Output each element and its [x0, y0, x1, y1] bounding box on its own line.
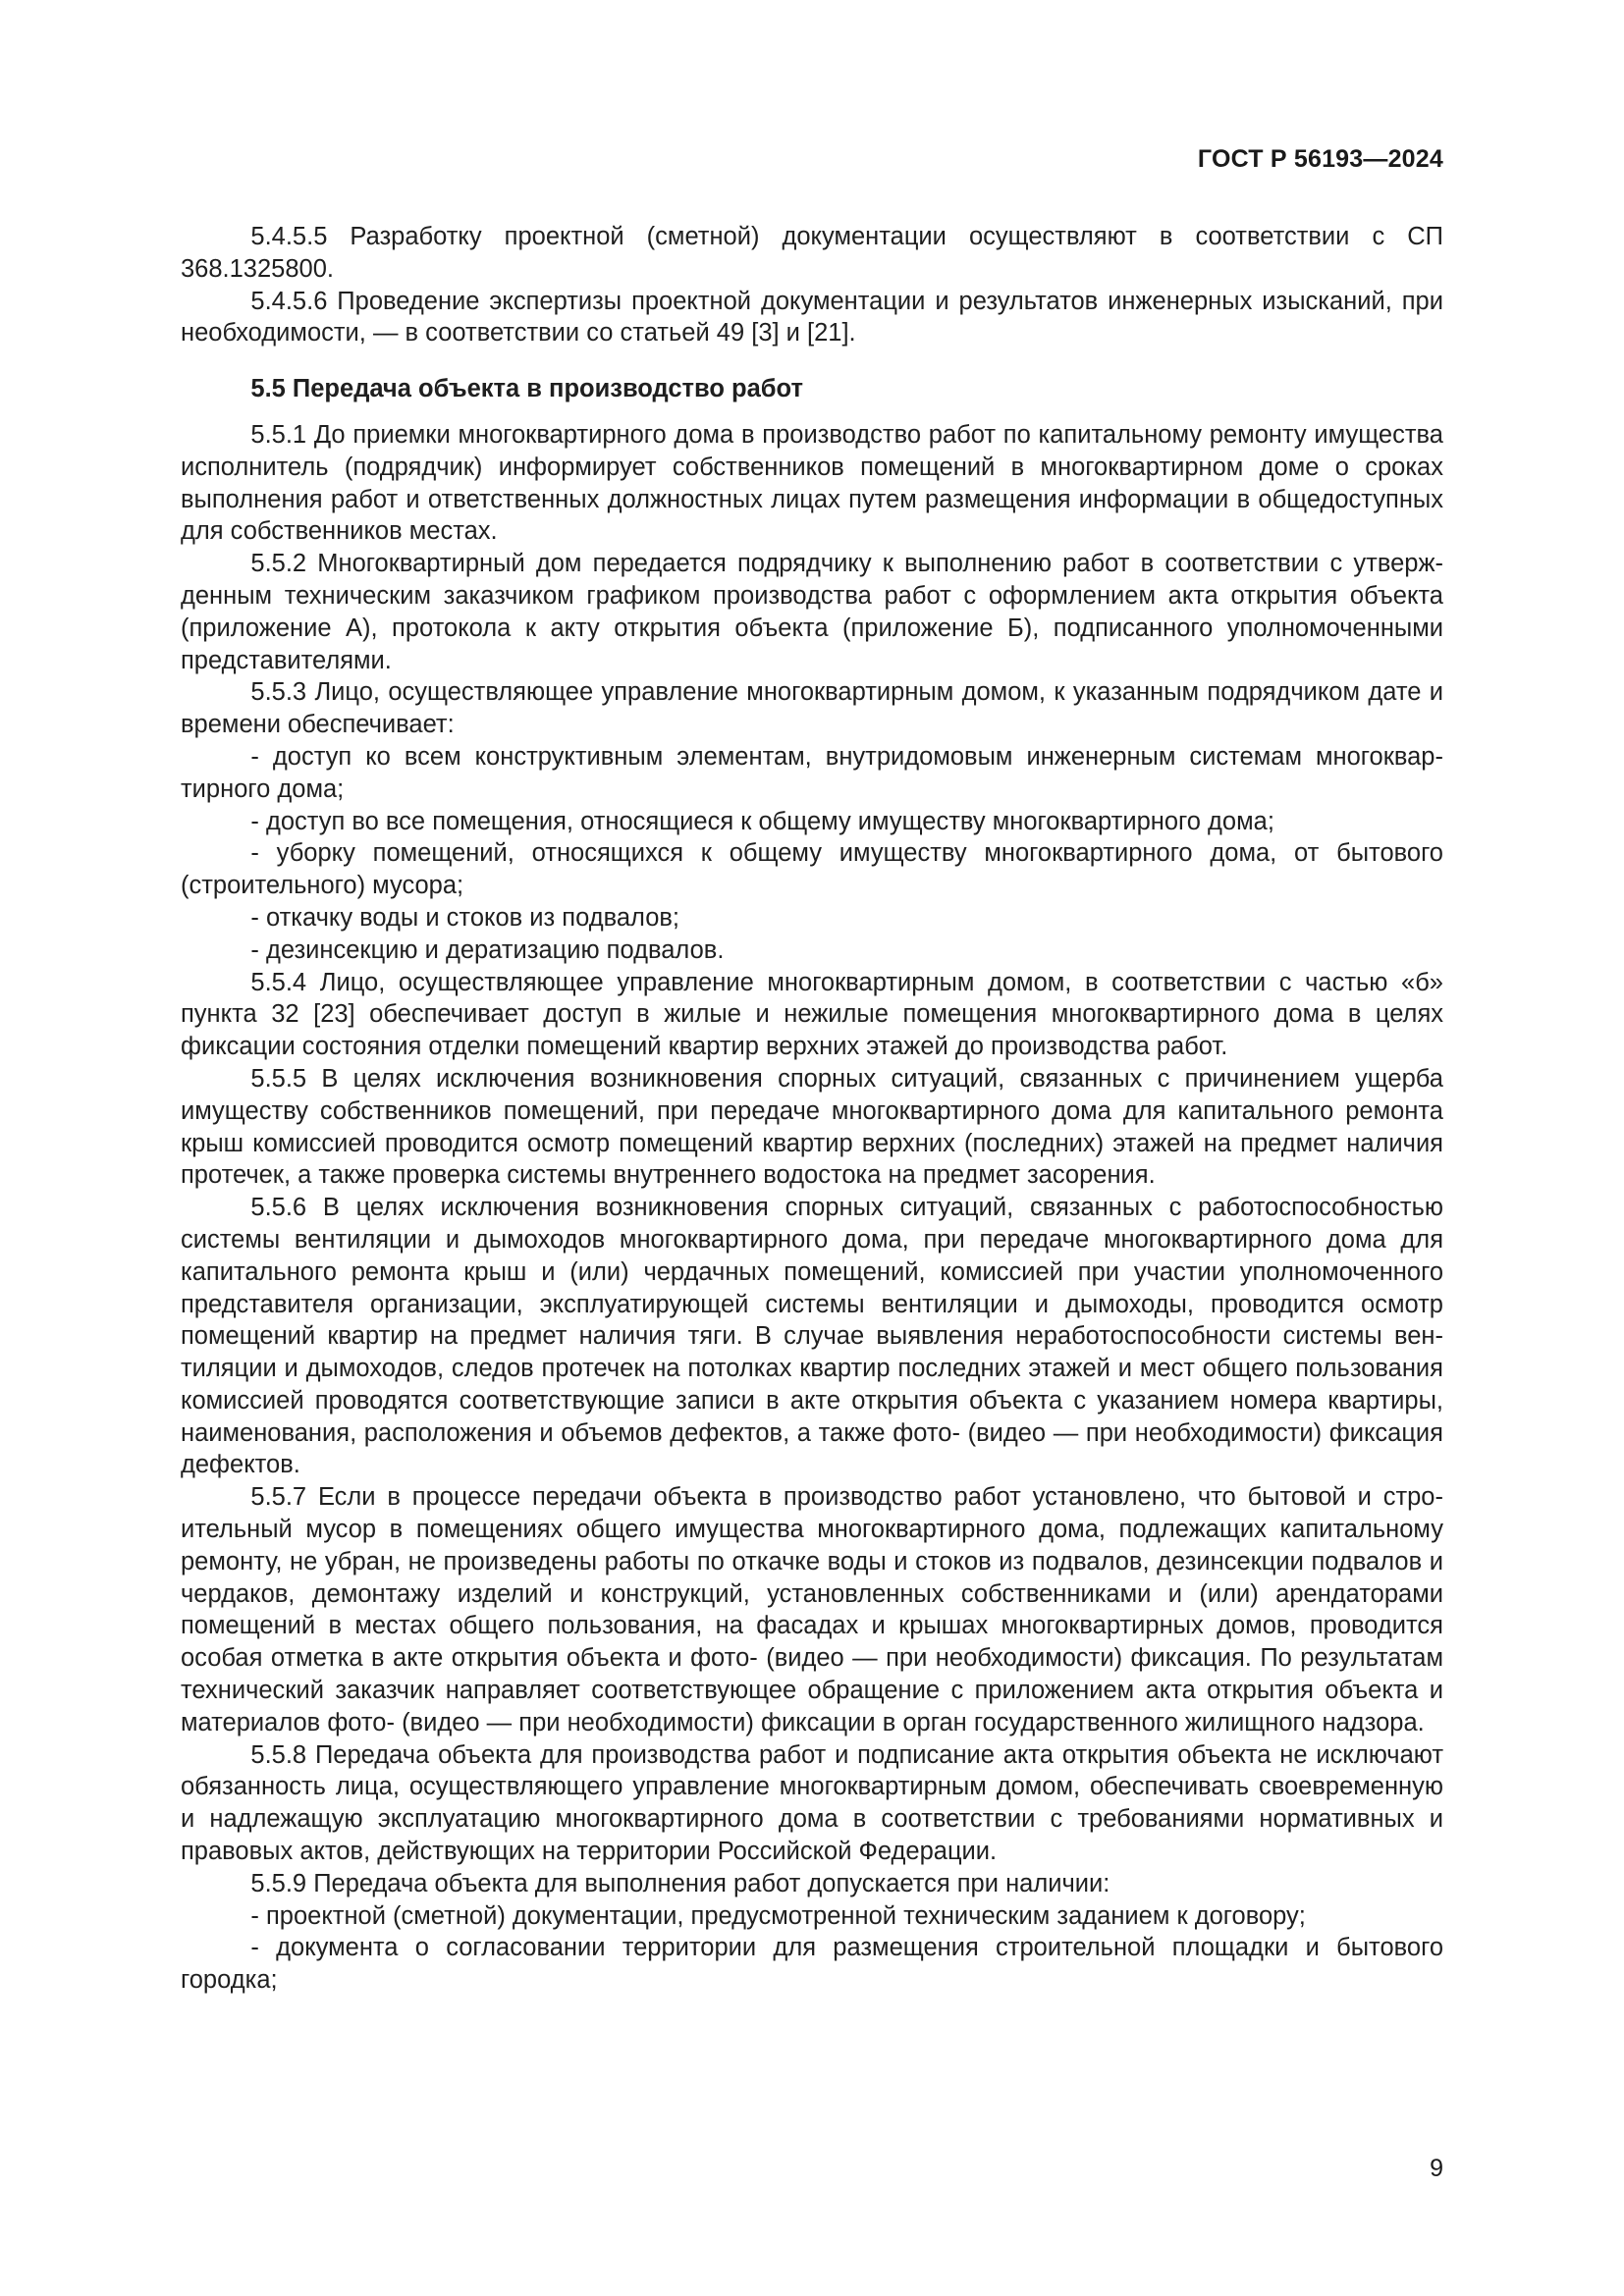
- document-code-header: ГОСТ Р 56193—2024: [1197, 145, 1443, 173]
- clause-5-5-3-list-item: - доступ ко всем конструктивным элементам, внутридомовым инженерным системам многоквартирного дома;: [181, 742, 1443, 803]
- clause-5-4-5-6: 5.4.5.6 Проведение экспертизы проектной документации и результатов инженерных изысканий, при необходимости, — в соответствии со статьей 49 [3] и [21].: [181, 287, 1443, 347]
- clause-5-5-3: 5.5.3 Лицо, осуществляющее управление многоквартирным домом, к указанным подрядчиком дате и времени обеспечивает:: [181, 678, 1443, 739]
- page-body: [181, 221, 1443, 1997]
- clause-5-5-6: 5.5.6 В целях исключения возникновения спорных ситуаций, связанных с работоспособностью системы вентиляции и дымоходов многоквартирного дома, при передаче многоквартирного дома для капитального ремонта крыш и (или) чердачных помещений, комиссией при участии уполномоченного представителя организации, эксплуатирующей системы вентиляции и дымоходы, проводится осмотр помещений квартир на предмет наличия тяги. В случае выявления неработоспособности системы вентиляции и дымоходов, следов протечек на потолках квартир последних этажей и мест общего пользования комиссией проводятся соответствующие записи в акте открытия объекта с указанием номера квартиры, наименования, расположения и объемов дефектов, а также фото- (видео — при необходимости) фиксация дефектов.: [181, 1194, 1443, 1479]
- clause-5-4-5-5: 5.4.5.5 Разработку проектной (сметной) документации осуществляют в соответствии с СП 368.1325800.: [181, 223, 1443, 283]
- page-number: 9: [1430, 2155, 1443, 2182]
- clause-5-5-9: 5.5.9 Передача объекта для выполнения работ допускается при наличии:: [250, 1869, 1110, 1897]
- clause-5-5-3-list-item: - уборку помещений, относящихся к общему имуществу многоквартирного дома, от бытового (строительного) мусора;: [181, 839, 1443, 900]
- clause-5-5-3-list-item: - доступ во все помещения, относящиеся к общему имуществу многоквартирного дома;: [250, 807, 1274, 835]
- clause-5-5-3-list-item: - дезинсекцию и дератизацию подвалов.: [250, 935, 725, 964]
- clause-5-5-5: 5.5.5 В целях исключения возникновения спорных ситуаций, связанных с причинением ущерба имуществу собственников помещений, при передаче многоквартирного дома для капитального ремонта крыш комиссией проводится осмотр помещений квартир верхних (последних) этажей на предмет наличия протечек, а также проверка системы внутреннего водостока на предмет засорения.: [181, 1064, 1443, 1190]
- clause-5-5-2: 5.5.2 Многоквартирный дом передается подрядчику к выполнению работ в соответствии с утвержденным техническим заказчиком графиком производства работ с оформлением акта открытия объекта (приложение А), протокола к акту открытия объекта (приложение Б), подписанного уполномоченными представителями.: [181, 550, 1443, 674]
- clause-5-5-3-list-item: - откачку воды и стоков из подвалов;: [250, 903, 680, 932]
- clause-5-5-1: 5.5.1 До приемки многоквартирного дома в производство работ по капитальному ремонту имущества исполнитель (подрядчик) информирует собственников помещений в многоквартирном доме о сроках выполнения работ и ответственных должностных лицах путем размещения информации в общедоступных для собственников местах.: [181, 420, 1443, 546]
- clause-5-5-7: 5.5.7 Если в процессе передачи объекта в производство работ установлено, что бытовой и строительный мусор в помещениях общего имущества многоквартирного дома, подлежащих капитальному ремонту, не убран, не произведены работы по откачке воды и стоков из подвалов, дезинсекции подвалов и чердаков, демонтажу изделий и конструкций, установленных собственниками и (или) арендаторами помещений в местах общего пользования, на фасадах и крышах многоквартирных домов, проводится особая отметка в акте открытия объекта и фото- (видео — при необходимости) фиксация. По результатам технический заказчик направляет соответствующее обращение с приложением акта открытия объекта и материалов фото- (видео — при необходимости) фиксации в орган государственного жилищного надзора.: [181, 1483, 1443, 1736]
- clause-5-5-8: 5.5.8 Передача объекта для производства работ и подписание акта открытия объекта не исключают обязанность лица, осуществляющего управление многоквартирным домом, обеспечивать своевременную и надлежащую эксплуатацию многоквартирного дома в соответствии с требованиями нормативных и правовых актов, действующих на территории Российской Федерации.: [181, 1740, 1443, 1866]
- section-heading-5-5: 5.5 Передача объекта в производство работ: [250, 375, 803, 403]
- clause-5-5-9-list-item: - документа о согласовании территории для размещения строительной площадки и бытового городка;: [181, 1934, 1443, 1995]
- clause-5-5-9-list-item: - проектной (сметной) документации, предусмотренной техническим заданием к договору;: [250, 1901, 1306, 1930]
- clause-5-5-4: 5.5.4 Лицо, осуществляющее управление многоквартирным домом, в соответствии с частью «б» пункта 32 [23] обеспечивает доступ в жилые и нежилые помещения многоквартирного дома в целях фиксации состояния отделки помещений квартир верхних этажей до производства работ.: [181, 968, 1443, 1061]
